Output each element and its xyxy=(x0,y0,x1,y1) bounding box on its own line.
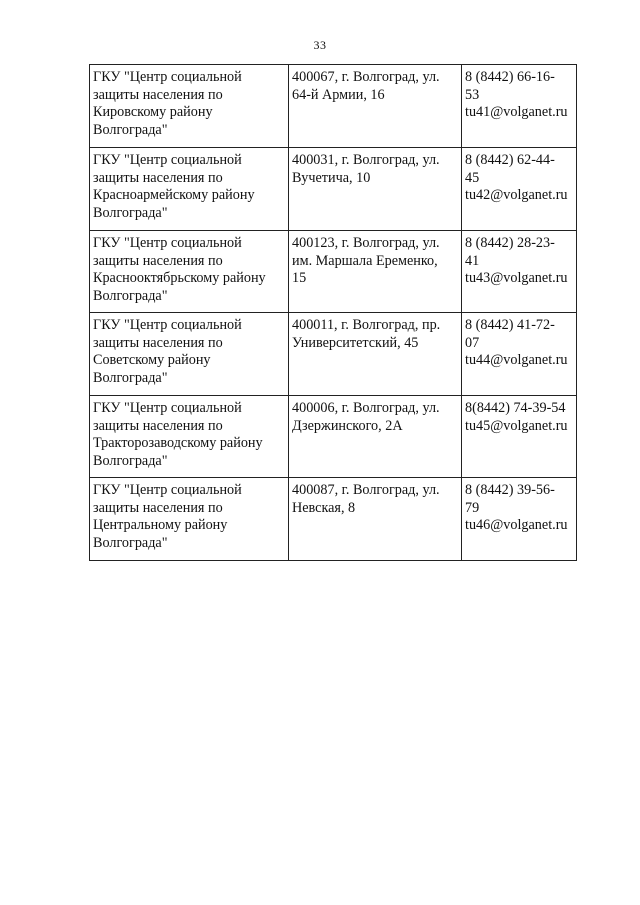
contact-cell xyxy=(462,65,577,148)
phone-line: 79 xyxy=(465,499,480,516)
contact-cell xyxy=(462,478,577,561)
organization-cell xyxy=(90,396,289,478)
phone-line: 8 (8442) 41-72- xyxy=(465,317,555,333)
address-line: Университетский, 45 xyxy=(292,334,419,351)
contact-cell xyxy=(462,148,577,231)
email-link[interactable]: tu43@volganet.ru xyxy=(465,270,568,286)
organization-line: защиты населения по xyxy=(93,252,223,269)
phone-line: 8 (8442) 62-44- xyxy=(465,152,555,168)
organization-cell xyxy=(90,478,289,561)
phone-line: 8(8442) 74-39-54 xyxy=(465,400,566,416)
table-row xyxy=(90,313,577,396)
organization-cell xyxy=(90,231,289,313)
phone-line: 8 (8442) 66-16- xyxy=(465,69,555,85)
email-link[interactable]: tu44@volganet.ru xyxy=(465,352,568,368)
address-cell xyxy=(289,313,462,396)
organization-line: Советскому району xyxy=(93,352,211,368)
address-line: 15 xyxy=(292,270,307,286)
address-line: Невская, 8 xyxy=(292,499,356,516)
email-link[interactable]: tu41@volganet.ru xyxy=(465,104,568,120)
phone-line: 53 xyxy=(465,86,480,103)
address-line: им. Маршала Еременко, xyxy=(292,252,438,269)
organization-line: Волгограда" xyxy=(93,287,168,304)
email-link[interactable]: tu42@volganet.ru xyxy=(465,187,568,203)
organization-line: защиты населения по xyxy=(93,334,223,351)
address-cell xyxy=(289,65,462,148)
organization-line: Волгограда" xyxy=(93,534,168,551)
table-row xyxy=(90,148,577,231)
contact-cell xyxy=(462,231,577,313)
organization-line: ГКУ "Центр социальной xyxy=(93,482,242,498)
address-cell xyxy=(289,231,462,313)
address-line: 400011, г. Волгоград, пр. xyxy=(292,317,441,333)
email-link[interactable]: tu45@volganet.ru xyxy=(465,417,568,434)
table-row xyxy=(90,396,577,478)
organization-line: Краснооктябрьскому району xyxy=(93,270,266,286)
address-line: 400006, г. Волгоград, ул. xyxy=(292,400,440,416)
organization-line: Красноармейскому району xyxy=(93,187,255,203)
contact-cell xyxy=(462,313,577,396)
email-link[interactable]: tu46@volganet.ru xyxy=(465,517,568,533)
address-line: 64-й Армии, 16 xyxy=(292,86,385,103)
contacts-table xyxy=(89,64,577,561)
organization-line: Тракторозаводскому району xyxy=(93,435,263,451)
phone-line: 45 xyxy=(465,169,480,186)
organization-line: защиты населения по xyxy=(93,169,223,186)
address-line: 400031, г. Волгоград, ул. xyxy=(292,152,440,168)
organization-line: Волгограда" xyxy=(93,204,168,221)
organization-line: защиты населения по xyxy=(93,86,223,103)
organization-line: Волгограда" xyxy=(93,452,168,469)
phone-line: 41 xyxy=(465,252,480,269)
organization-line: ГКУ "Центр социальной xyxy=(93,400,242,416)
address-line: 400067, г. Волгоград, ул. xyxy=(292,69,440,85)
address-line: Вучетича, 10 xyxy=(292,169,371,186)
organization-line: ГКУ "Центр социальной xyxy=(93,317,242,333)
address-line: 400087, г. Волгоград, ул. xyxy=(292,482,440,498)
organization-line: Волгограда" xyxy=(93,121,168,138)
address-cell xyxy=(289,148,462,231)
phone-line: 8 (8442) 39-56- xyxy=(465,482,555,498)
organization-cell xyxy=(90,148,289,231)
table-row xyxy=(90,478,577,561)
table-row xyxy=(90,65,577,148)
organization-line: Волгограда" xyxy=(93,369,168,386)
organization-line: ГКУ "Центр социальной xyxy=(93,235,242,251)
address-line: Дзержинского, 2А xyxy=(292,417,403,434)
organization-line: ГКУ "Центр социальной xyxy=(93,152,242,168)
address-cell xyxy=(289,396,462,478)
organization-line: Кировскому району xyxy=(93,104,213,120)
organization-cell xyxy=(90,65,289,148)
address-line: 400123, г. Волгоград, ул. xyxy=(292,235,440,251)
contact-cell xyxy=(462,396,577,478)
phone-line: 8 (8442) 28-23- xyxy=(465,235,555,251)
organization-line: защиты населения по xyxy=(93,417,223,434)
address-cell xyxy=(289,478,462,561)
organization-line: Центральному району xyxy=(93,517,228,533)
table-row xyxy=(90,231,577,313)
organization-line: ГКУ "Центр социальной xyxy=(93,69,242,85)
phone-line: 07 xyxy=(465,334,480,351)
page-number: 33 xyxy=(313,38,327,52)
organization-cell xyxy=(90,313,289,396)
organization-line: защиты населения по xyxy=(93,499,223,516)
